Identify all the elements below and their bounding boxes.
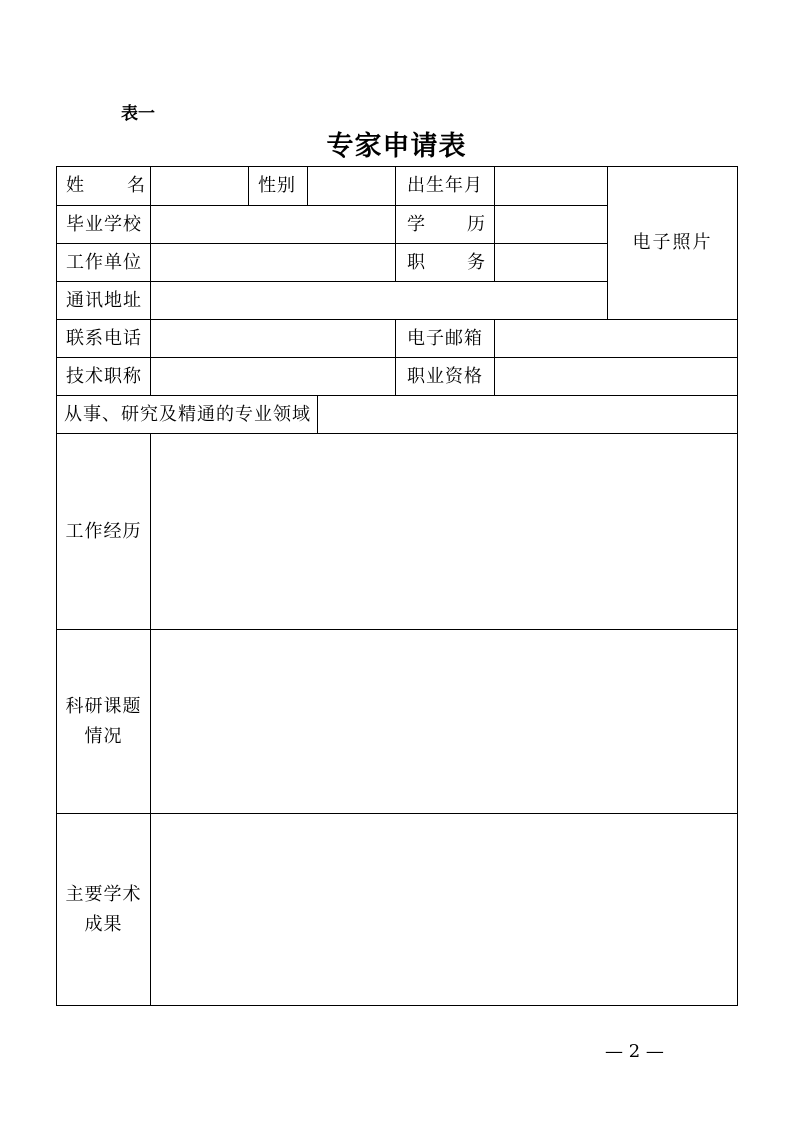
qualification-label-cell (395, 357, 495, 396)
birth-value-cell (494, 166, 608, 206)
gender-label: 性别 (258, 175, 296, 196)
employer-label: 工作单位 (66, 251, 142, 273)
school-label: 毕业学校 (66, 213, 142, 235)
professional-title-label: 技术职称 (66, 365, 142, 387)
research-label-line-2: 情况 (84, 725, 123, 747)
gender-value-cell (307, 166, 396, 206)
professional-title-value-cell (150, 357, 396, 396)
position-label-cell (395, 243, 527, 282)
achievements-label-line-2: 成果 (84, 913, 123, 935)
field-label: 从事、研究及精通的专业领域 (64, 403, 311, 425)
research-label-line-1: 科研课题 (65, 695, 142, 717)
qualification-label: 职业资格 (407, 365, 483, 387)
name-value-cell (150, 166, 249, 206)
achievements-label-cell (56, 813, 151, 1006)
name-label: 姓名 (66, 175, 188, 196)
field-label-cell (56, 395, 318, 434)
work-history-value-cell (150, 433, 738, 630)
form-title: 专家申请表 (326, 131, 467, 162)
achievements-label-line-1: 主要学术 (65, 883, 142, 905)
phone-label: 联系电话 (66, 327, 142, 349)
qualification-value-cell (494, 357, 738, 396)
school-label-cell (56, 205, 151, 244)
email-value-cell (494, 319, 738, 358)
photo-label: 电子照片 (632, 232, 713, 253)
address-label: 通讯地址 (66, 289, 142, 311)
table-number: 表一 (121, 104, 155, 124)
research-value-cell (150, 629, 738, 814)
phone-value-cell (150, 319, 396, 358)
email-label: 电子邮箱 (407, 327, 483, 349)
achievements-value-cell (150, 813, 738, 1006)
field-value-cell (317, 395, 738, 434)
school-value-cell (150, 205, 396, 244)
address-value-cell (150, 281, 608, 320)
address-label-cell (56, 281, 151, 320)
page-number: — 2 — (605, 1041, 664, 1062)
education-value-cell (494, 205, 608, 244)
position-value-cell (494, 243, 608, 282)
birth-label-cell (395, 166, 495, 206)
employer-value-cell (150, 243, 396, 282)
birth-label: 出生年月 (407, 175, 483, 196)
photo-cell (607, 166, 738, 320)
email-label-cell (395, 319, 495, 358)
position-label: 职务 (407, 251, 527, 273)
work-history-label-cell (56, 433, 151, 630)
professional-title-label-cell (56, 357, 151, 396)
phone-label-cell (56, 319, 151, 358)
employer-label-cell (56, 243, 151, 282)
research-label-cell (56, 629, 151, 814)
education-label-cell (395, 205, 527, 244)
gender-label-cell (248, 166, 308, 206)
work-history-label: 工作经历 (65, 520, 142, 542)
education-label: 学历 (407, 213, 527, 235)
name-label-cell (56, 166, 188, 206)
